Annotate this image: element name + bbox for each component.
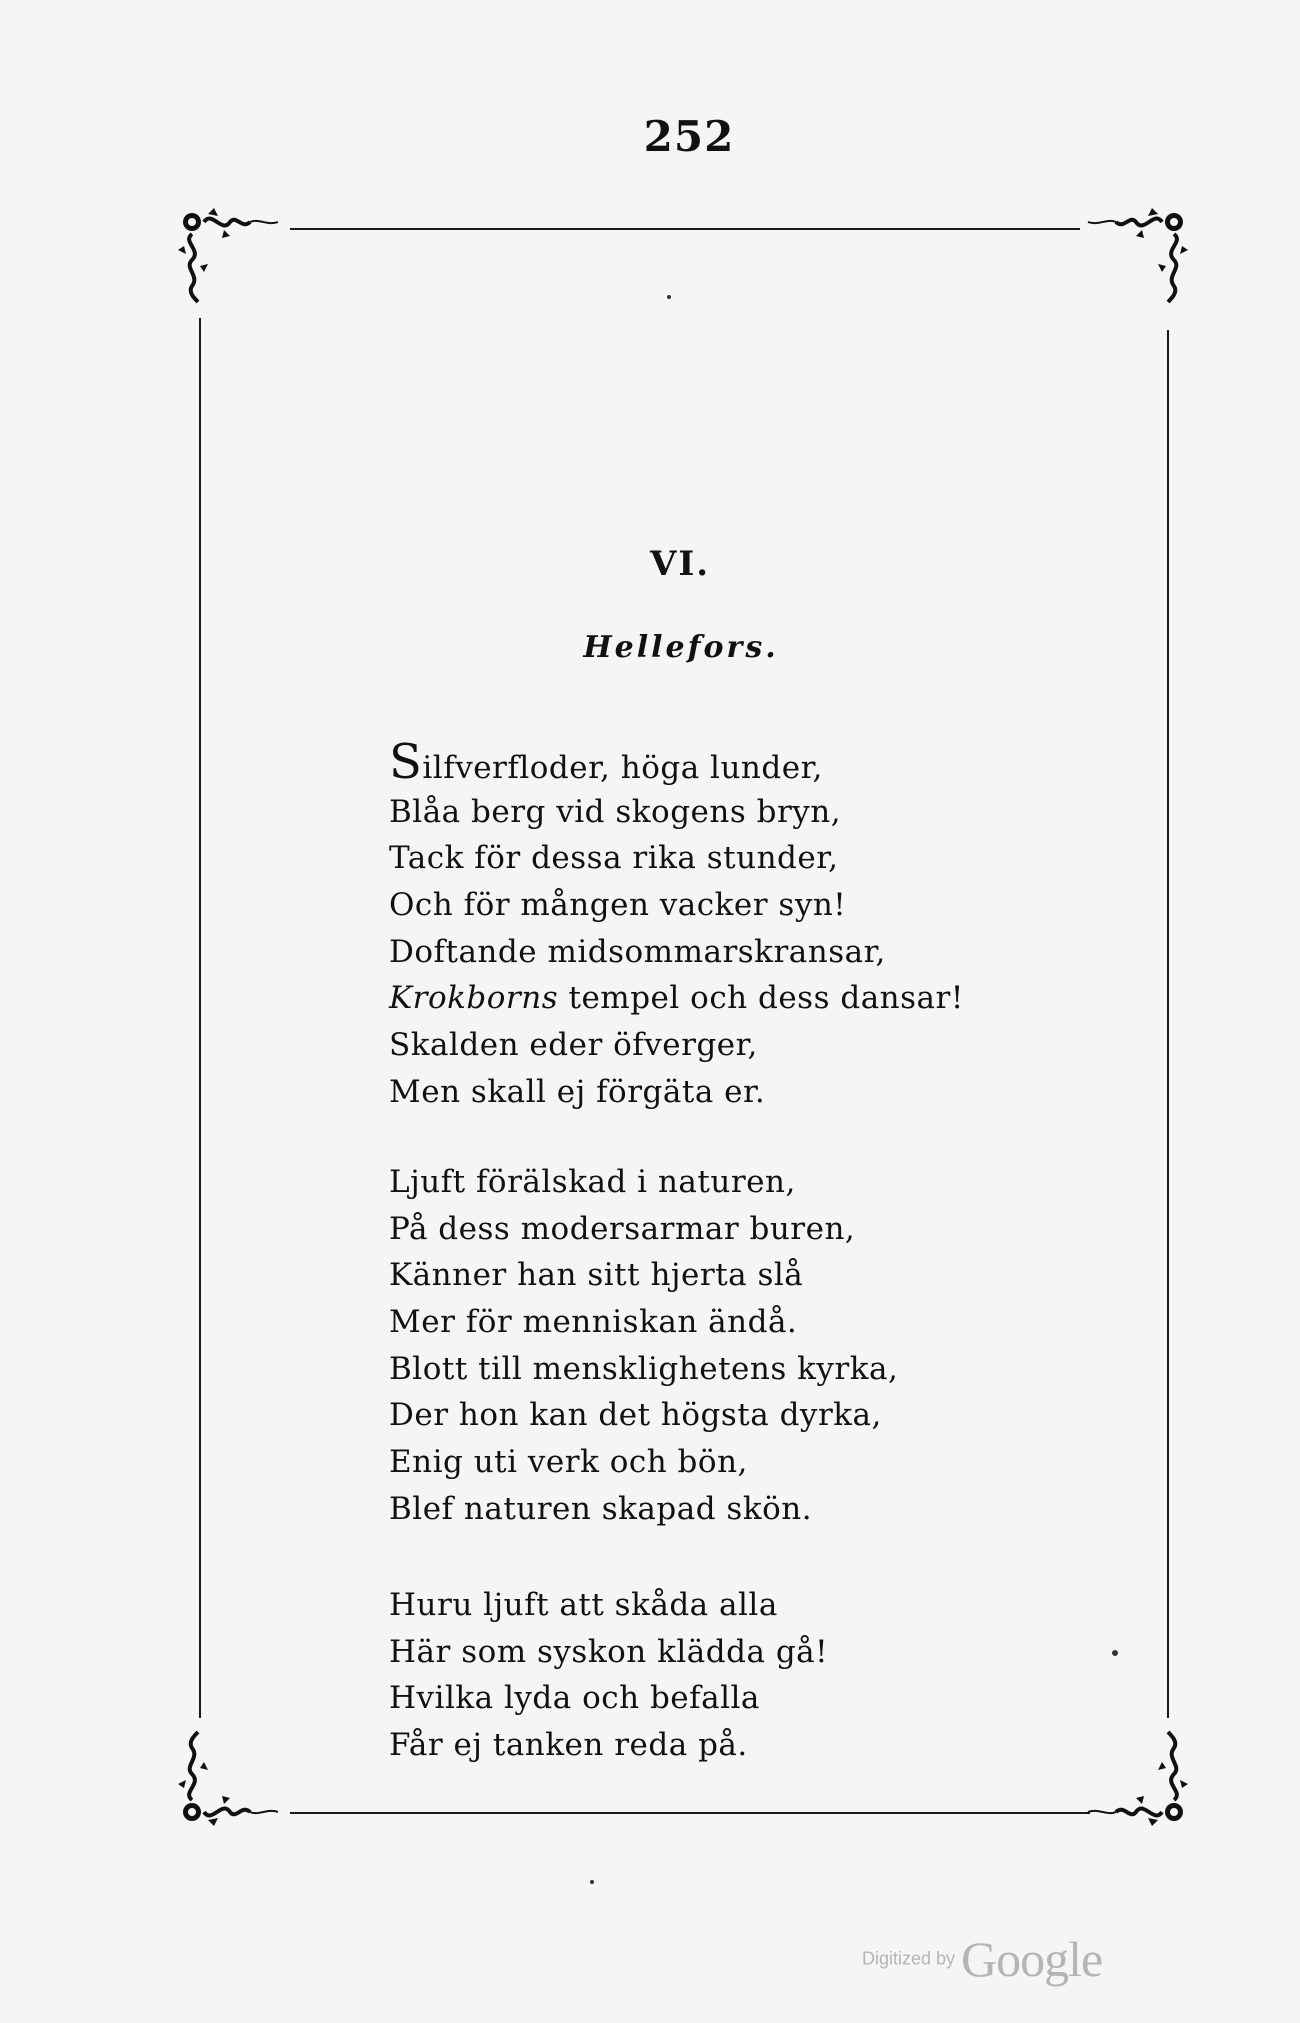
poem-line: Der hon kan det högsta dyrka, bbox=[389, 1397, 882, 1434]
floral-corner-ornament-icon bbox=[1068, 1724, 1188, 1834]
poem-line: Mer för menniskan ändå. bbox=[389, 1304, 798, 1341]
floral-corner-ornament-icon bbox=[178, 200, 298, 310]
floral-corner-ornament-icon bbox=[1068, 200, 1188, 310]
poem-line bbox=[389, 975, 964, 1022]
floral-corner-ornament-icon bbox=[178, 1724, 298, 1834]
poem-line: Tack för dessa rika stunder, bbox=[389, 840, 839, 877]
frame-bottom-rule bbox=[290, 1812, 1090, 1814]
poem-line: Ljuft förälskad i naturen, bbox=[389, 1164, 796, 1200]
line-text: ilfverfloder, höga lunder, bbox=[422, 750, 823, 786]
poem-line: Blott till mensklighetens kyrka, bbox=[389, 1350, 899, 1387]
poem-line: Men skall ej förgäta er. bbox=[389, 1073, 766, 1110]
frame-top-rule bbox=[290, 228, 1080, 230]
poem-title: Hellefors. bbox=[583, 630, 779, 665]
poem-line: På dess modersarmar buren, bbox=[389, 1210, 856, 1247]
poem-line: Huru ljuft att skåda alla bbox=[389, 1587, 778, 1623]
google-logo: Google bbox=[961, 1931, 1103, 1987]
poem-stanza bbox=[389, 1159, 898, 1533]
scan-speck bbox=[590, 1880, 594, 1884]
poem-line: Enig uti verk och bön, bbox=[389, 1444, 748, 1481]
poem-line: Får ej tanken reda på. bbox=[389, 1727, 748, 1764]
poem-line: Skalden eder öfverger, bbox=[389, 1027, 758, 1064]
poem-line: Hvilka lyda och befalla bbox=[389, 1680, 760, 1717]
page-number: 252 bbox=[643, 112, 735, 161]
poem-line: Och för mången vacker syn! bbox=[389, 887, 847, 924]
section-number: VI. bbox=[649, 544, 711, 584]
poem-stanza bbox=[389, 1582, 828, 1769]
frame-left-rule bbox=[199, 318, 201, 1718]
poem-line: Här som syskon klädda gå! bbox=[389, 1633, 829, 1670]
watermark-prefix: Digitized by bbox=[862, 1948, 956, 1969]
scan-speck bbox=[1112, 1650, 1118, 1656]
poem-line: Känner han sitt hjerta slå bbox=[389, 1257, 804, 1294]
poem-stanza bbox=[389, 734, 964, 1116]
poem-line bbox=[389, 734, 964, 790]
scan-speck bbox=[667, 295, 671, 299]
drop-capital: S bbox=[389, 734, 423, 790]
poem-line: Blåa berg vid skogens bryn, bbox=[389, 793, 842, 830]
italic-name: Krokborns bbox=[389, 980, 559, 1017]
line-text: tempel och dess dansar! bbox=[558, 980, 964, 1017]
digitized-by-google-watermark bbox=[862, 1930, 1102, 1988]
poem-line: Blef naturen skapad skön. bbox=[389, 1490, 813, 1527]
frame-right-rule bbox=[1167, 330, 1169, 1718]
poem-line: Doftande midsommarskransar, bbox=[389, 933, 886, 970]
